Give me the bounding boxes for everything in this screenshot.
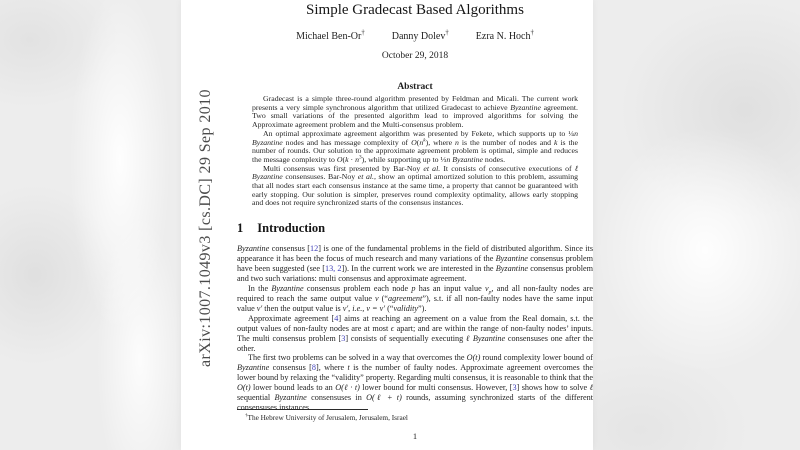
body-paragraph: The first two problems can be solved in a way that overcomes the O(t) round complexity lower bound of Byzantine consensus [8], where t is the number of faulty nodes. Approximate agreement overcomes the lower bound by relaxing the “validity” property. Regarding multi consensus, it is reasonable to think that the O(t) lower bound leads to an O(ℓ · t) lower bound for multi consensus. However, [3] shows how to solve ℓ sequential Byzantine consensuses in O(ℓ + t) rounds, assuming synchronized starts of the different consensuses instances. [237,353,593,413]
author-name: Ezra N. Hoch† [475,29,534,42]
paper-page [181,0,593,450]
footnote-mark: † [245,413,248,419]
section-title: Introduction [257,221,326,235]
author-name: Michael Ben-Or† [296,29,365,42]
footnote-body: The Hebrew University of Jerusalem, Jerusalem, Israel [247,413,408,422]
author-affiliation-mark: † [445,29,449,37]
section-number: 1 [237,221,244,235]
paper-title: Simple Gradecast Based Algorithms [306,2,524,18]
paper-date: October 29, 2018 [381,51,449,61]
citation-link[interactable]: 8 [311,363,316,373]
body-paragraph: In the Byzantine consensus problem each node p has an input value $v_p$, and all non-faulty nodes are required to reach the same output value v (“agreement”), s.t. if all non-faulty nodes have the same input value v′ then the output value is v′, i.e., v = v′ (“validity”). [237,283,593,313]
section-heading [237,221,325,236]
abstract-paragraph: Gradecast is a simple three-round algorithm presented by Feldman and Micali. The current work presents a very simple synchronous algorithm that utilized Gradecast to achieve Byzantine agreement. Two small variations of the presented algorithm lead to improved algorithms for solving the Approximate agreement problem and the Multi-consensus problem. [252,94,578,130]
citation-link[interactable]: 4 [334,313,339,323]
citation-link[interactable]: 3 [512,383,517,393]
citation-link[interactable]: 12 [310,244,319,253]
footnote-text [237,413,593,422]
abstract-heading: Abstract [397,82,433,92]
abstract-paragraph: An optimal approximate agreement algorithm was presented by Fekete, which supports up to ¼n Byzantine nodes and has message complexity of $O(n^k)$, where n is the number of nodes and k is the number of rounds. Our solution to the approximate agreement problem is optimal, simple and reduces the message complexity to $O(k \cdot n^3)$, while supporting up to ⅓n Byzantine nodes. [252,128,578,164]
authors-row [237,31,593,42]
body-paragraph: Approximate agreement [4] aims at reaching an agreement on a value from the Real domain, s.t. the output values of non-faulty nodes are at most ϵ apart; and are within the range of non-faulty nodes’ inputs. The multi consensus problem [3] consists of sequentially executing ℓ Byzantine consensuses one after the other. [237,313,593,353]
abstract-block [252,95,578,208]
abstract-paragraph: Multi consensus was first presented by Bar-Noy et al. It consists of consecutive executions of ℓ Byzantine consensuses. Bar-Noy et al., show an optimal amortized solution to this problem, assuming that all nodes start each consensus instance at the same time, a property that cannot be guaranteed with early stopping. Our solution is simpler, preserves round complexity optimality, allows early stopping and does not require synchronized starts of the consensus instances. [252,163,579,208]
author-affiliation-mark: † [361,29,365,37]
page-number: 1 [412,431,418,441]
author-affiliation-mark: † [530,29,534,37]
citation-link[interactable]: 13, 2 [324,263,342,273]
arxiv-watermark: arXiv:1007.1049v3 [cs.DC] 29 Sep 2010 [197,89,214,367]
author-name: Danny Dolev† [391,29,449,42]
footnote-rule [237,409,368,410]
introduction-block [237,244,593,413]
citation-link[interactable]: 3 [341,333,346,343]
body-paragraph: Byzantine consensus [12] is one of the fundamental problems in the field of distributed algorithm. Since its appearance it has been the focus of much research and many variations of the Byzantine consensus problem have been suggested (see [13, 2]). In the current work we are interested in the Byzantine consensus problem and two such variations: multi consensus and approximate agreement. [237,244,593,283]
